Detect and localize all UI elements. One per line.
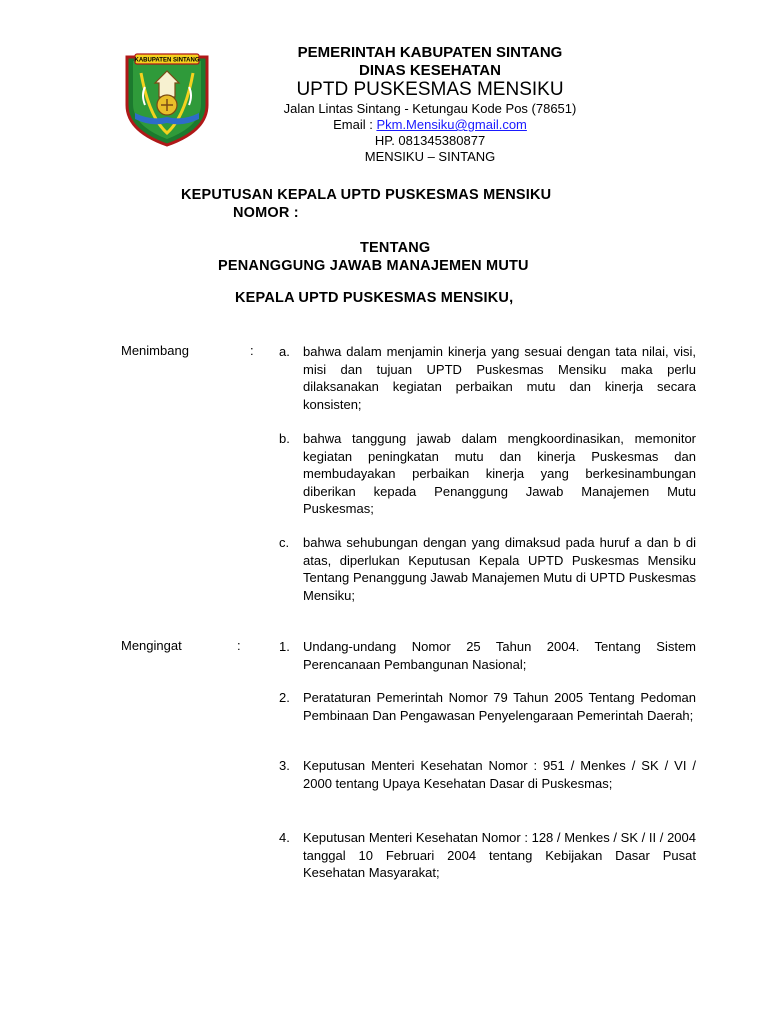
letterhead-phone: HP. 081345380877 [374,133,486,148]
letterhead-email-line [220,117,640,133]
item-text: Undang-undang Nomor 25 Tahun 2004. Tentang Sistem Perencanaan Pembangunan Nasional; [303,639,696,672]
decree-authority: KEPALA UPTD PUSKESMAS MENSIKU, [235,290,514,306]
item-text: bahwa sehubungan dengan yang dimaksud pada huruf a dan b di atas, diperlukan Keputusan Kepala UPTD Puskesmas Mensiku Tentang Penanggung Jawab Manajemen Mutu di UPTD Puskesmas Mensiku; [303,535,696,603]
item-text: Perataturan Pemerintah Nomor 79 Tahun 2005 Tentang Pedoman Pembinaan Dan Pengawasan Penyelengaraan Pemerintah Daerah; [303,690,696,723]
item-text: bahwa dalam menjamin kinerja yang sesuai dengan tata nilai, visi, misi dan tujuan UPTD Puskesmas Mensiku maka perlu dilaksanakan kegiatan perbaikan mutu dan kinerja secara konsisten; [303,344,696,412]
item-text: bahwa tanggung jawab dalam mengkoordinasikan, memonitor kegiatan peningkatan mutu dan kinerja Puskesmas dan membudayakan perbaikan kinerja yang berkesinambungan diberikan kepada Penanggung Jawab Manajemen Mutu Puskesmas; [303,431,696,516]
email-label: Email : [333,117,377,132]
mengingat-item-2 [279,689,696,724]
crest-banner-text: KABUPATEN SINTANG [134,57,200,64]
decree-heading: KEPUTUSAN KEPALA UPTD PUSKESMAS MENSIKU [181,187,552,203]
mengingat-colon: : [237,638,241,653]
item-text: Keputusan Menteri Kesehatan Nomor : 951 / Menkes / SK / VI / 2000 tentang Upaya Kesehatan Dasar di Puskesmas; [303,758,696,791]
menimbang-item-a [279,343,696,413]
item-marker: c. [279,535,290,550]
email-link[interactable]: Pkm.Mensiku@gmail.com [376,117,527,132]
decree-number: NOMOR : [233,205,299,221]
item-text: Keputusan Menteri Kesehatan Nomor : 128 / Menkes / SK / II / 2004 tanggal 10 Februari 2004 tentang Kebijakan Dasar Pusat Kesehatan Masyarakat; [303,830,696,880]
mengingat-label: Mengingat [121,638,182,653]
letterhead-department: DINAS KESEHATAN [359,62,501,79]
item-marker: a. [279,344,290,359]
item-marker: 4. [279,830,290,845]
letterhead-city: MENSIKU – SINTANG [364,149,496,164]
menimbang-colon: : [250,343,254,358]
menimbang-item-c [279,534,696,604]
mengingat-item-4 [279,829,696,882]
decree-about: TENTANG [360,240,431,256]
mengingat-item-3 [279,757,696,792]
decree-subject: PENANGGUNG JAWAB MANAJEMEN MUTU [218,258,529,274]
mengingat-item-1 [279,638,696,673]
item-marker: b. [279,431,290,446]
menimbang-item-b [279,430,696,518]
letterhead-address: Jalan Lintas Sintang - Ketungau Kode Pos (78651) [283,101,577,116]
kabupaten-sintang-crest-logo [121,47,213,147]
item-marker: 2. [279,690,290,705]
letterhead [220,44,640,165]
item-marker: 1. [279,639,290,654]
letterhead-institution: UPTD PUSKESMAS MENSIKU [296,79,564,100]
menimbang-label: Menimbang [121,343,189,358]
letterhead-government: PEMERINTAH KABUPATEN SINTANG [297,44,563,61]
item-marker: 3. [279,758,290,773]
